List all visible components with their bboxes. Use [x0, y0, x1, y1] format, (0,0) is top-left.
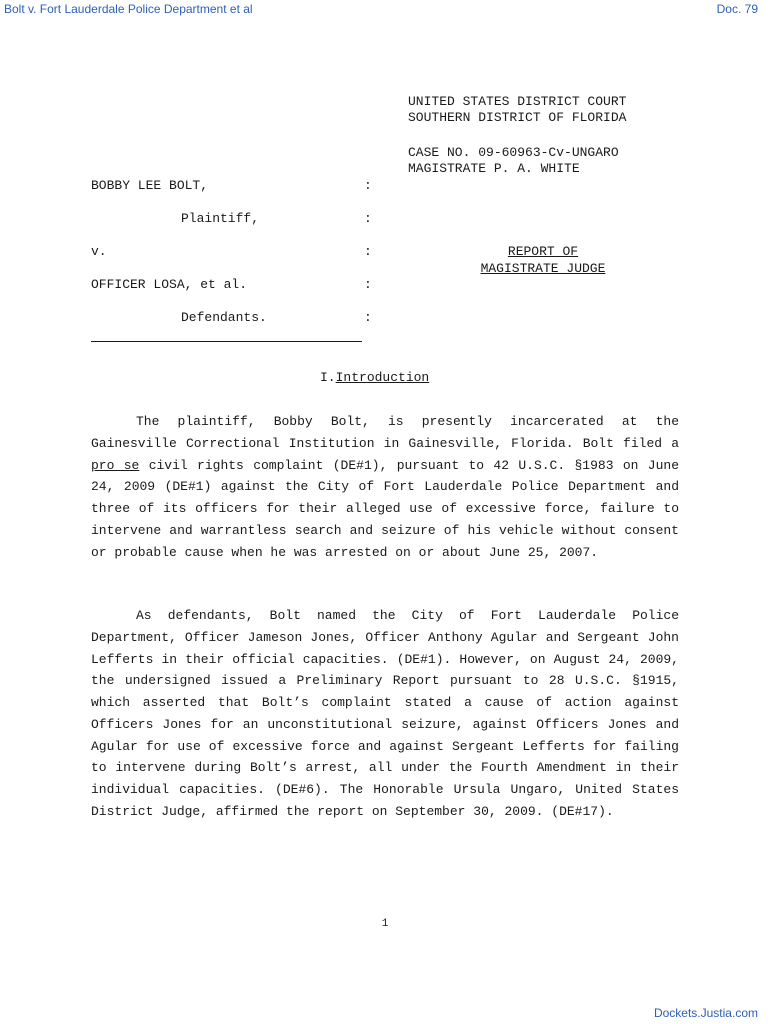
- paragraph-intro-text-b: civil rights complaint (DE#1), pursuant to 42 U.S.C. §1983 on June 24, 2009 (DE#1) against the City of Fort Lauderdale Police Department and three of its officers for their alleged use of excessive force, failure to intervene and warrantless search and seizure of his vehicle without consent or probable cause when he was arrested on or about June 25, 2007.: [91, 457, 680, 560]
- document-number-link[interactable]: Doc. 79: [716, 2, 758, 16]
- plaintiff-name: BOBBY LEE BOLT,: [91, 178, 209, 193]
- section-number: I.: [320, 370, 336, 385]
- court-name: UNITED STATES DISTRICT COURT: [408, 94, 627, 109]
- defendant-name: OFFICER LOSA, et al.: [91, 277, 248, 292]
- plaintiff-role: Plaintiff,: [181, 211, 260, 226]
- caption-rule: [91, 341, 362, 342]
- section-heading: [320, 370, 429, 386]
- section-title: Introduction: [335, 370, 430, 385]
- caption-colon: :: [364, 310, 372, 325]
- paragraph-defendants: As defendants, Bolt named the City of Fort Lauderdale Police Department, Officer Jameson Jones, Officer Anthony Agular and Sergeant John Lefferts in their official capacities. (DE#1). However, on August 24, 2009, the undersigned issued a Preliminary Report pursuant to 28 U.S.C. §1915, which asserted that Bolt’s complaint stated a cause of action against Officers Jones for an unconstitutional seizure, against Officers Jones and Agular for use of excessive force and against Sergeant Lefferts for failing to intervene during Bolt’s arrest, all under the Fourth Amendment in their individual capacities. (DE#6). The Honorable Ursula Ungaro, United States District Judge, affirmed the report on September 30, 2009. (DE#17).: [91, 608, 679, 819]
- report-title-line1: REPORT OF: [507, 244, 579, 259]
- report-title-line2: MAGISTRATE JUDGE: [480, 261, 606, 276]
- page-number: 1: [381, 918, 389, 930]
- case-title-link[interactable]: Bolt v. Fort Lauderdale Police Department et al: [4, 2, 253, 16]
- versus: v.: [91, 244, 107, 259]
- paragraph-intro: [91, 411, 679, 563]
- caption-colon: :: [364, 211, 372, 226]
- magistrate-name: MAGISTRATE P. A. WHITE: [408, 161, 580, 176]
- caption-colon: :: [364, 277, 372, 292]
- pro-se-term: pro se: [91, 457, 140, 473]
- paragraph-intro-text-a: The plaintiff, Bobby Bolt, is presently incarcerated at the Gainesville Correctional Institution in Gainesville, Florida. Bolt filed a: [91, 414, 679, 451]
- case-number: CASE NO. 09-60963-Cv-UNGARO: [408, 145, 619, 160]
- caption-colon: :: [364, 178, 372, 193]
- court-district: SOUTHERN DISTRICT OF FLORIDA: [408, 110, 627, 125]
- caption-colon: :: [364, 244, 372, 259]
- defendant-role: Defendants.: [181, 310, 267, 325]
- justia-footer-link[interactable]: Dockets.Justia.com: [653, 1006, 758, 1020]
